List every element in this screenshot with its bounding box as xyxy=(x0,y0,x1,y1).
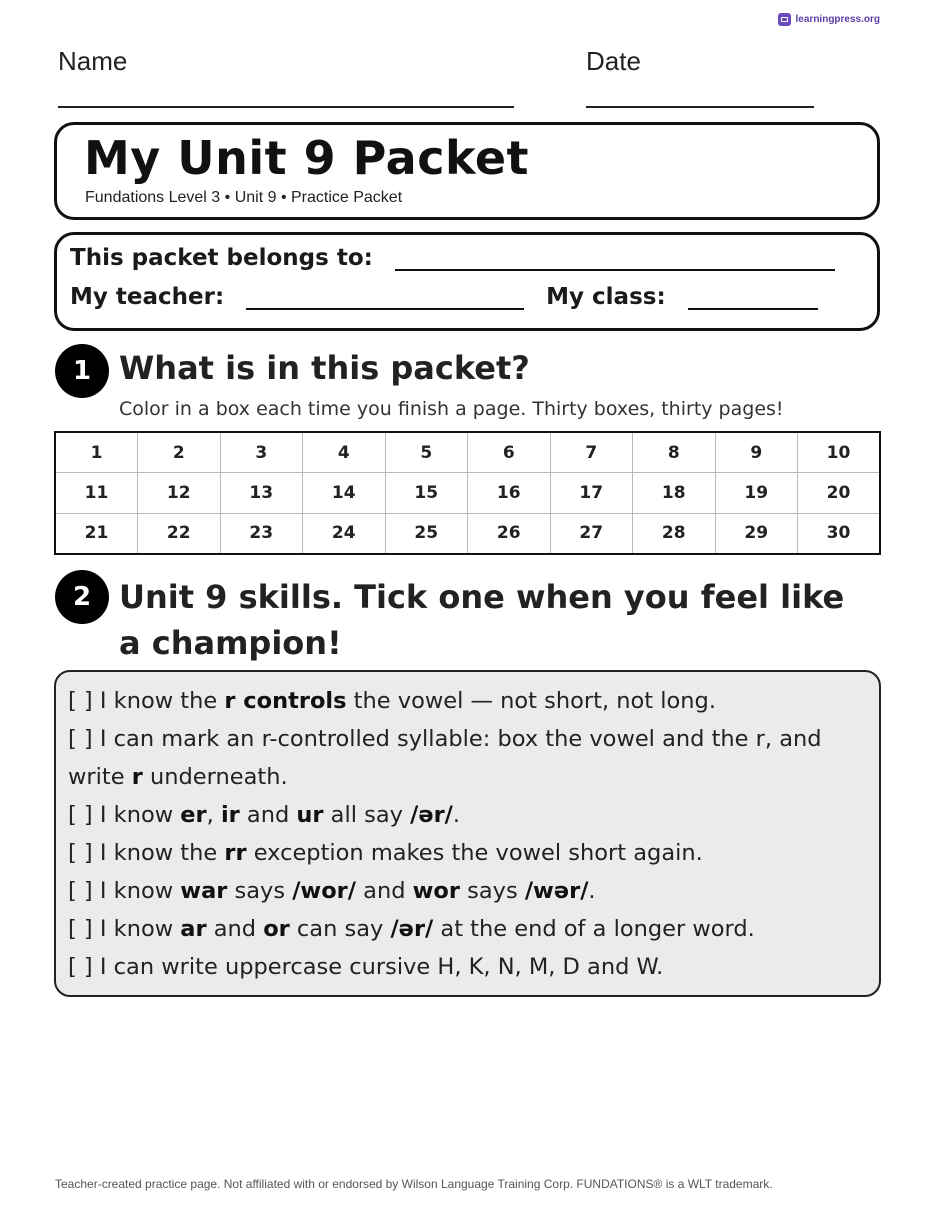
page-box[interactable]: 19 xyxy=(715,473,798,513)
page-subtitle: Fundations Level 3 • Unit 9 • Practice Packet xyxy=(85,189,403,206)
skill-text: I know the xyxy=(99,840,225,866)
page-box[interactable]: 28 xyxy=(633,513,716,554)
section-1-badge: 1 xyxy=(55,344,109,398)
teacher-label: My teacher: xyxy=(70,284,225,310)
page-box[interactable]: 1 xyxy=(55,432,138,473)
skill-emphasis: er xyxy=(180,802,207,828)
skill-text: at the end of a longer word. xyxy=(433,916,755,942)
skill-emphasis: r xyxy=(131,764,143,790)
page-box[interactable]: 23 xyxy=(220,513,303,554)
page-title: My Unit 9 Packet xyxy=(84,131,529,185)
skill-text: exception makes the vowel short again. xyxy=(246,840,703,866)
page-box[interactable]: 5 xyxy=(385,432,468,473)
skill-item xyxy=(68,834,869,872)
class-blank xyxy=(688,284,818,310)
skill-text: I know the xyxy=(99,688,225,714)
skill-text: I know xyxy=(99,878,181,904)
page-box[interactable]: 17 xyxy=(550,473,633,513)
page-box[interactable]: 14 xyxy=(303,473,386,513)
name-label: Name xyxy=(58,46,128,76)
page-box[interactable]: 16 xyxy=(468,473,551,513)
page-box[interactable]: 2 xyxy=(138,432,221,473)
skill-text: . xyxy=(452,802,461,828)
page-box[interactable]: 20 xyxy=(798,473,881,513)
skills-checklist xyxy=(54,670,881,997)
skill-text: and xyxy=(356,878,413,904)
skill-checkbox[interactable]: [ ] xyxy=(68,840,93,866)
skill-checkbox[interactable]: [ ] xyxy=(68,954,93,980)
name-line xyxy=(58,106,514,108)
skill-emphasis: ur xyxy=(296,802,324,828)
page-box[interactable]: 22 xyxy=(138,513,221,554)
title-card xyxy=(54,122,880,220)
page-box[interactable]: 27 xyxy=(550,513,633,554)
teacher-blank xyxy=(246,284,524,310)
skill-text: underneath. xyxy=(142,764,288,790)
skill-emphasis: ir xyxy=(220,802,240,828)
skill-checkbox[interactable]: [ ] xyxy=(68,726,93,752)
page-tracker-grid xyxy=(54,431,881,555)
page-box[interactable]: 12 xyxy=(138,473,221,513)
skill-emphasis: /wər/ xyxy=(524,878,589,904)
belongs-label: This packet belongs to: xyxy=(70,245,373,271)
owner-card xyxy=(54,232,880,331)
teacher-class-row xyxy=(70,284,818,310)
page-box[interactable]: 9 xyxy=(715,432,798,473)
skill-text: says xyxy=(459,878,525,904)
page-box[interactable]: 15 xyxy=(385,473,468,513)
page-tracker-row xyxy=(55,432,880,473)
skill-text: , xyxy=(206,802,221,828)
section-2-badge: 2 xyxy=(55,570,109,624)
skill-emphasis: /ər/ xyxy=(410,802,453,828)
skill-item xyxy=(68,948,869,986)
date-line xyxy=(586,106,814,108)
section-2-title: Unit 9 skills. Tick one when you feel like a champion! xyxy=(119,578,845,662)
skill-checkbox[interactable]: [ ] xyxy=(68,688,93,714)
class-label: My class: xyxy=(546,284,666,310)
page-box[interactable]: 4 xyxy=(303,432,386,473)
skill-checkbox[interactable]: [ ] xyxy=(68,916,93,942)
brand-text: learningpress.org xyxy=(795,14,880,25)
skill-checkbox[interactable]: [ ] xyxy=(68,802,93,828)
skill-item xyxy=(68,720,869,796)
skill-text: I can mark an r-controlled syllable: box the vowel and the r, and write xyxy=(68,726,822,790)
belongs-blank xyxy=(395,245,835,271)
page-box[interactable]: 8 xyxy=(633,432,716,473)
page-box[interactable]: 30 xyxy=(798,513,881,554)
skill-text: the vowel — not short, not long. xyxy=(346,688,716,714)
footer-disclaimer: Teacher-created practice page. Not affiliated with or endorsed by Wilson Language Training Corp. FUNDATIONS® is a WLT trademark. xyxy=(55,1177,773,1191)
skill-text: says xyxy=(227,878,293,904)
learningpress-logo-icon xyxy=(778,13,791,26)
skill-item xyxy=(68,910,869,948)
page-box[interactable]: 11 xyxy=(55,473,138,513)
skill-emphasis: ar xyxy=(180,916,207,942)
skill-emphasis: /ər/ xyxy=(390,916,434,942)
page-tracker-row xyxy=(55,513,880,554)
skill-text: can say xyxy=(289,916,391,942)
page-box[interactable]: 18 xyxy=(633,473,716,513)
page-box[interactable]: 10 xyxy=(798,432,881,473)
section-1-note: Color in a box each time you finish a page. Thirty boxes, thirty pages! xyxy=(119,398,784,420)
page-box[interactable]: 21 xyxy=(55,513,138,554)
brand[interactable] xyxy=(778,13,880,26)
skill-item xyxy=(68,682,869,720)
page-box[interactable]: 13 xyxy=(220,473,303,513)
skill-text: I know xyxy=(99,916,181,942)
date-label: Date xyxy=(586,46,641,76)
skill-item xyxy=(68,872,869,910)
page-box[interactable]: 29 xyxy=(715,513,798,554)
skill-text: I can write uppercase cursive H, K, N, M, D and W. xyxy=(99,954,664,980)
skill-emphasis: /wor/ xyxy=(292,878,356,904)
skill-text: I know xyxy=(99,802,181,828)
skill-emphasis: rr xyxy=(224,840,247,866)
skill-text: and xyxy=(239,802,297,828)
skill-checkbox[interactable]: [ ] xyxy=(68,878,93,904)
skill-emphasis: r controls xyxy=(224,688,347,714)
skill-text: and xyxy=(206,916,264,942)
page-box[interactable]: 26 xyxy=(468,513,551,554)
skill-item xyxy=(68,796,869,834)
skill-emphasis: wor xyxy=(412,878,460,904)
page-box[interactable]: 3 xyxy=(220,432,303,473)
skill-text: all say xyxy=(323,802,411,828)
page-box[interactable]: 6 xyxy=(468,432,551,473)
page-tracker-row xyxy=(55,473,880,513)
page-box[interactable]: 25 xyxy=(385,513,468,554)
belongs-row xyxy=(70,245,835,271)
page-box[interactable]: 7 xyxy=(550,432,633,473)
section-1-title: What is in this packet? xyxy=(119,349,530,387)
skill-emphasis: war xyxy=(180,878,228,904)
skill-emphasis: or xyxy=(263,916,290,942)
skill-text: . xyxy=(588,878,596,904)
page-box[interactable]: 24 xyxy=(303,513,386,554)
